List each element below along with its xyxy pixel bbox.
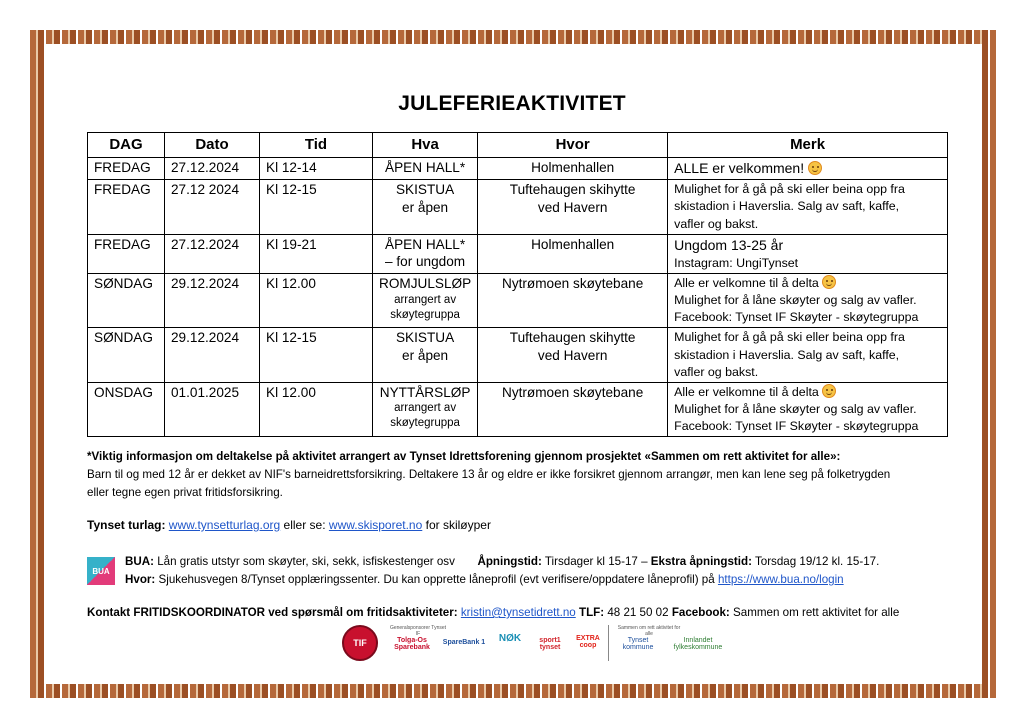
tif-logo: TIF [342, 625, 378, 661]
facebook-value: Sammen om rett aktivitet for alle [733, 606, 900, 619]
hvor-line: ved Havern [537, 199, 608, 215]
coop-logo: EXTRA coop [576, 635, 600, 649]
table-header-row [88, 133, 948, 158]
cell-hva [373, 234, 478, 273]
cell-dato: 27.12.2024 [165, 158, 260, 180]
hva-line: arrangert av [394, 293, 457, 306]
contact-label: Kontakt FRITIDSKOORDINATOR ved spørsmål om fritidsaktiviteter: [87, 606, 458, 619]
cell-tid: Kl 12-15 [260, 328, 373, 382]
turlag-mid: eller se: [283, 518, 326, 532]
skisporet-link[interactable]: www.skisporet.no [328, 518, 423, 532]
sponsor-divider [608, 625, 609, 661]
info-bold-line: *Viktig informasjon om deltakelse på aktivitet arrangert av Tynset Idrettsforening gjennom prosjektet «Sammen om rett aktivitet for alle»: [87, 450, 841, 463]
smiley-icon [822, 275, 836, 289]
aapning-label: Åpningstid: [477, 555, 542, 568]
page-title: JULEFERIEAKTIVITET [398, 92, 626, 115]
cell-dato: 29.12.2024 [165, 274, 260, 328]
header-hvor: Hvor [478, 133, 668, 158]
cell-hva [373, 274, 478, 328]
cell-tid: Kl 12.00 [260, 382, 373, 436]
cell-hva [373, 180, 478, 234]
merk-line: Instagram: UngiTynset [674, 255, 799, 270]
cell-dag: SØNDAG [88, 274, 165, 328]
cell-dato: 01.01.2025 [165, 382, 260, 436]
merk-line: Alle er velkomne til å delta [674, 384, 819, 399]
hvor-line: Nytrømoen skøytebane [502, 384, 644, 400]
hva-line: er åpen [402, 348, 449, 364]
cell-hvor [478, 158, 668, 180]
tlf-value: 48 21 50 02 [607, 606, 669, 619]
merk-line: Facebook: Tynset IF Skøyter - skøytegruppa [674, 418, 919, 433]
tynset-kommune-logo: Tynset kommune [622, 637, 654, 651]
contact-line [87, 606, 899, 619]
hvor-line: Tuftehaugen skihytte [509, 330, 636, 346]
hva-line: skøytegruppa [390, 417, 460, 430]
table-row [88, 234, 948, 273]
hvor-label: Hvor: [125, 572, 156, 586]
merk-line: Mulighet for å gå på ski eller beina opp fra [674, 182, 905, 197]
header-tid: Tid [260, 133, 373, 158]
cell-tid: Kl 19-21 [260, 234, 373, 273]
merk-line: skistadion i Haverslia. Salg av saft, kaffe, [674, 199, 900, 214]
turlag-label: Tynset turlag: [87, 518, 166, 532]
cell-hva [373, 328, 478, 382]
cell-merk [668, 382, 948, 436]
tolga-os-logo: Tolga-Os Sparebank [394, 637, 430, 651]
sammen-caption: Sammen om rett aktivitet for alle [617, 625, 681, 637]
cell-dag: FREDAG [88, 180, 165, 234]
hva-line: SKISTUA [395, 330, 455, 346]
info-line: Barn til og med 12 år er dekket av NIF's barneidrettsforsikring. Deltakere 13 år og eldre er ikke forsikret gjennom arrangør, men kan lene seg på folketrygden [87, 467, 891, 481]
cell-dato: 29.12.2024 [165, 328, 260, 382]
table-row [88, 328, 948, 382]
turlag-tail: for skiløyper [425, 518, 491, 532]
hva-line: skøytegruppa [390, 308, 460, 321]
aapning-text: Tirsdager kl 15-17 – [544, 555, 648, 568]
contact-email-link[interactable]: kristin@tynsetidrett.no [460, 606, 576, 619]
hva-line: – for ungdom [385, 254, 466, 270]
cell-tid: Kl 12-14 [260, 158, 373, 180]
smiley-icon [822, 384, 836, 398]
hva-line: er åpen [402, 199, 449, 215]
hva-line: NYTTÅRSLØP [379, 384, 471, 400]
bua-label: BUA: [125, 555, 154, 568]
table-row [88, 180, 948, 234]
header-merk: Merk [668, 133, 948, 158]
bua-logo: BUA [87, 557, 115, 585]
merk-line: Mulighet for å gå på ski eller beina opp fra [674, 330, 905, 345]
hvor-line: Holmenhallen [531, 236, 615, 252]
hvor-line: Nytrømoen skøytebane [502, 276, 644, 292]
cell-dag: FREDAG [88, 158, 165, 180]
merk-line: skistadion i Haverslia. Salg av saft, kaffe, [674, 347, 900, 362]
cell-merk [668, 274, 948, 328]
hvor-line: Holmenhallen [531, 160, 615, 175]
smiley-icon [808, 161, 822, 175]
cell-dato: 27.12 2024 [165, 180, 260, 234]
hvor-line: ved Havern [537, 348, 608, 364]
cell-hvor [478, 328, 668, 382]
sport1-logo: sport1 tynset [539, 637, 561, 651]
ekstra-label: Ekstra åpningstid: [650, 555, 752, 568]
hva-line: arrangert av [394, 402, 457, 415]
hvor-text: Sjukehusvegen 8/Tynset opplæringssenter. Du kan opprette låneprofil (evt verifisere/oppdatere låneprofil) på [158, 572, 715, 586]
nok-logo: NØK [498, 633, 522, 644]
bua-info [125, 553, 879, 589]
info-line: eller tegne egen privat fritidsforsikring. [87, 485, 283, 499]
merk-line: Mulighet for å låne skøyter og salg av vafler. [674, 293, 917, 308]
sponsor-logos [342, 625, 742, 661]
table-row [88, 382, 948, 436]
table-row [88, 274, 948, 328]
hvor-line: Tuftehaugen skihytte [509, 182, 636, 198]
header-dag: DAG [88, 133, 165, 158]
sparebank-logo: SpareBank 1 [442, 639, 486, 646]
header-dato: Dato [165, 133, 260, 158]
innlandet-logo: Innlandet fylkeskommune [673, 637, 723, 651]
turlag-link[interactable]: www.tynsetturlag.org [168, 518, 281, 532]
sponsor-caption: Generalsponsorer Tynset IF [389, 625, 447, 637]
merk-line: vafler og bakst. [674, 216, 759, 231]
hva-line: ÅPEN HALL* [385, 160, 466, 175]
header-hva: Hva [373, 133, 478, 158]
cell-merk [668, 234, 948, 273]
cell-merk [668, 158, 948, 180]
merk-line: Facebook: Tynset IF Skøyter - skøytegruppa [674, 310, 919, 325]
cell-dag: ONSDAG [88, 382, 165, 436]
cell-hvor [478, 180, 668, 234]
merk-line: vafler og bakst. [674, 364, 759, 379]
turlag-line [87, 518, 491, 532]
merk-line: Mulighet for å låne skøyter og salg av vafler. [674, 401, 917, 416]
cell-hva [373, 158, 478, 180]
cell-merk [668, 180, 948, 234]
merk-line: Alle er velkomne til å delta [674, 276, 819, 291]
hva-line: SKISTUA [395, 182, 455, 198]
cell-tid: Kl 12-15 [260, 180, 373, 234]
bua-text: Lån gratis utstyr som skøyter, ski, sekk, isfiskestenger osv [157, 555, 455, 568]
ekstra-text: Torsdag 19/12 kl. 15-17. [754, 555, 880, 568]
facebook-label: Facebook: [671, 606, 730, 619]
schedule-table [87, 132, 948, 437]
cell-dato: 27.12.2024 [165, 234, 260, 273]
cell-hvor [478, 382, 668, 436]
bua-login-link[interactable]: https://www.bua.no/login [717, 572, 844, 586]
insurance-info [87, 448, 957, 502]
merk-line: ALLE er velkommen! [674, 160, 805, 176]
cell-dag: FREDAG [88, 234, 165, 273]
cell-hva [373, 382, 478, 436]
cell-tid: Kl 12.00 [260, 274, 373, 328]
hva-line: ÅPEN HALL* [385, 236, 466, 252]
hva-line: ROMJULSLØP [379, 276, 472, 292]
merk-line: Ungdom 13-25 år [674, 236, 784, 253]
tlf-label: TLF: [578, 606, 605, 619]
table-row [88, 158, 948, 180]
cell-dag: SØNDAG [88, 328, 165, 382]
cell-hvor [478, 274, 668, 328]
cell-merk [668, 328, 948, 382]
cell-hvor [478, 234, 668, 273]
